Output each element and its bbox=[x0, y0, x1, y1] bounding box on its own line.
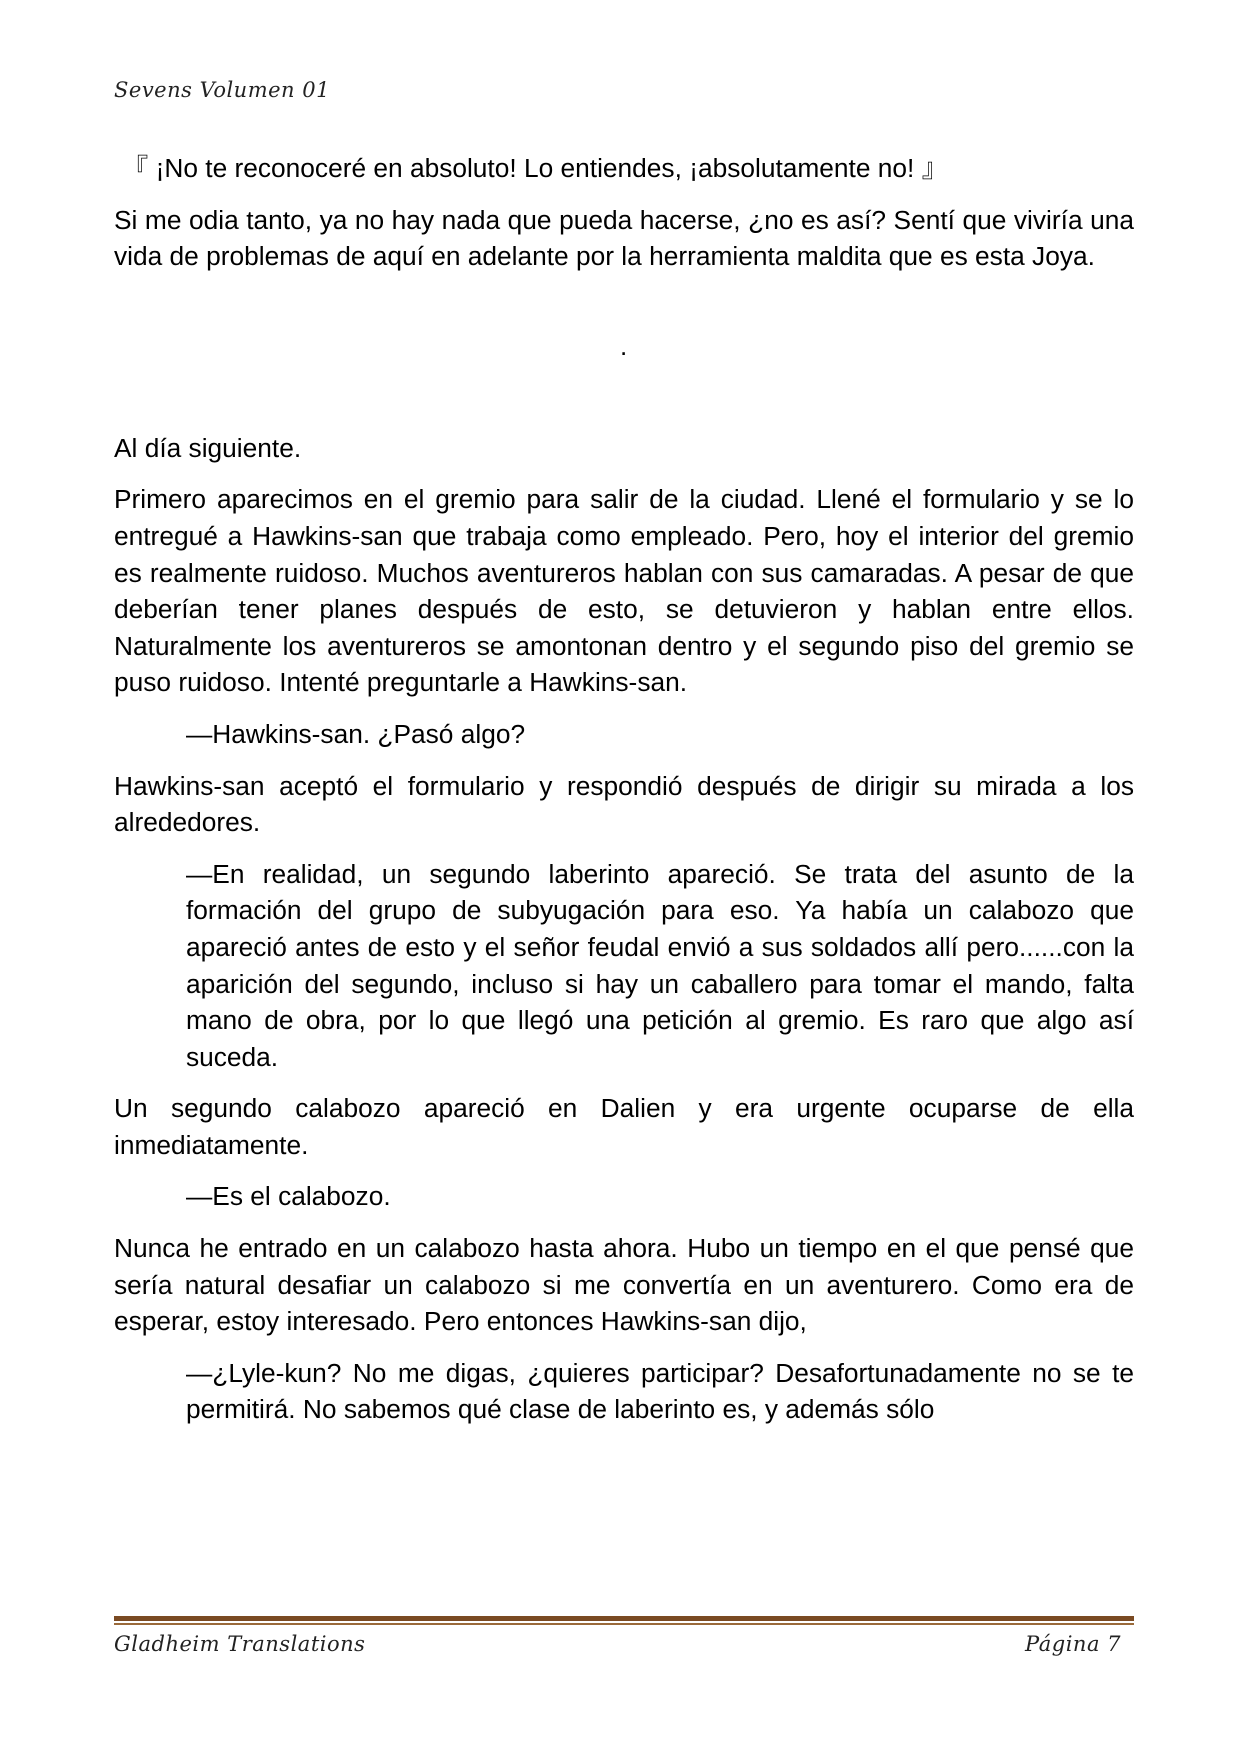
running-header: Sevens Volumen 01 bbox=[114, 78, 330, 102]
scene-break-dot: . bbox=[620, 330, 628, 361]
paragraph: Nunca he entrado en un calabozo hasta ahora. Hubo un tiempo en el que pensé que sería natural desafiar un calabozo si me convertía en un aventurero. Como era de esperar, estoy interesado. Pero entonces Hawkins-san dijo, bbox=[114, 1233, 1134, 1337]
footer-rule-thin bbox=[114, 1623, 1134, 1625]
dialogue-paragraph: —¿Lyle-kun? No me digas, ¿quieres participar? Desafortunadamente no se te permitirá. No sabemos qué clase de laberinto es, y además sólo bbox=[186, 1357, 1134, 1425]
dialogue-paragraph: —Hawkins-san. ¿Pasó algo? bbox=[186, 718, 526, 749]
footer-credit: Gladheim Translations bbox=[114, 1632, 366, 1656]
paragraph: Hawkins-san aceptó el formulario y respondió después de dirigir su mirada a los alrededores. bbox=[114, 770, 1134, 838]
scene-break bbox=[114, 290, 1134, 430]
paragraph: 『 ¡No te reconoceré en absoluto! Lo entiendes, ¡absolutamente no! 』 bbox=[122, 153, 948, 183]
page-body bbox=[114, 150, 1134, 1443]
footer-rule bbox=[114, 1616, 1134, 1625]
paragraph: Al día siguiente. bbox=[114, 432, 302, 463]
dialogue-paragraph: —En realidad, un segundo laberinto apareció. Se trata del asunto de la formación del grupo de subyugación para eso. Ya había un calabozo que apareció antes de esto y el señor feudal envió a sus soldados allí pero......con la aparición del segundo, incluso si hay un caballero para tomar el mando, falta mano de obra, por lo que llegó una petición al gremio. Es raro que algo así suceda. bbox=[186, 858, 1134, 1072]
dialogue-paragraph: —Es el calabozo. bbox=[186, 1181, 391, 1212]
page-number: Página 7 bbox=[1025, 1632, 1121, 1656]
paragraph: Un segundo calabozo apareció en Dalien y era urgente ocuparse de ella inmediatamente. bbox=[114, 1093, 1134, 1160]
paragraph: Si me odia tanto, ya no hay nada que pueda hacerse, ¿no es así? Sentí que viviría una vida de problemas de aquí en adelante por la herramienta maldita que es esta Joya. bbox=[114, 204, 1134, 272]
paragraph: Primero aparecimos en el gremio para salir de la ciudad. Llené el formulario y se lo entregué a Hawkins-san que trabaja como empleado. Pero, hoy el interior del gremio es realmente ruidoso. Muchos aventureros hablan con sus camaradas. A pesar de que deberían tener planes después de esto, se detuvieron y hablan entre ellos. Naturalmente los aventureros se amontonan dentro y el segundo piso del gremio se puso ruidoso. Intenté preguntarle a Hawkins-san. bbox=[114, 484, 1134, 698]
footer-rule-thick bbox=[114, 1616, 1134, 1621]
